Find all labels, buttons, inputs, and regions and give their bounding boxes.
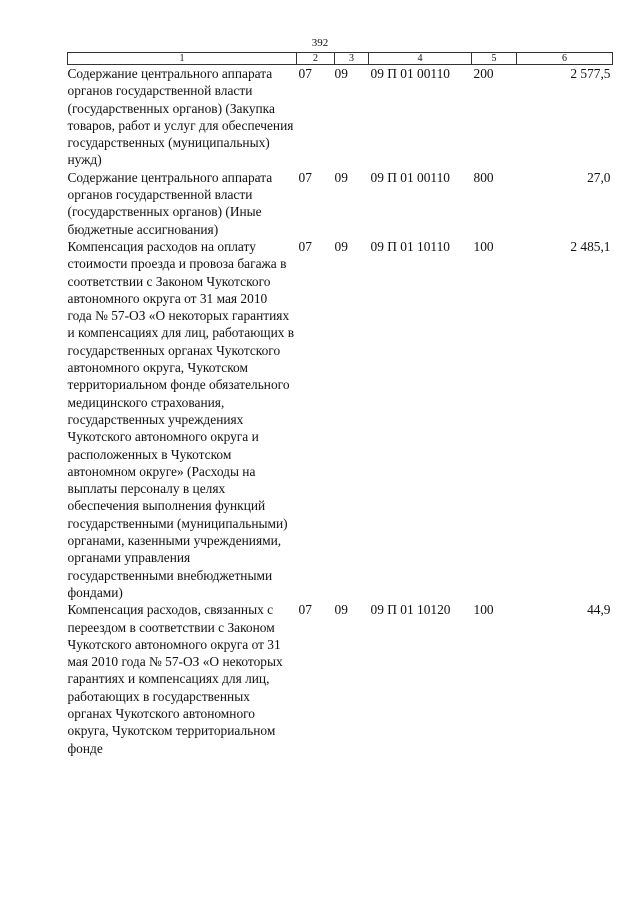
row-section-code: 07 — [298, 66, 312, 81]
row-description: Компенсация расходов, связанных с переездом в соответствии с Законом Чукотского автономного округа от 31 мая 2010 года № 57-ОЗ «О некоторых гарантиях и компенсациях для лиц, работающих в государственных органах Чукотского автономного округа, Чукотском территориальном фонде — [67, 602, 283, 756]
row-subsection-code: 09 — [334, 602, 348, 618]
header-cell-2: 2 — [297, 53, 335, 65]
header-cell-1: 1 — [68, 53, 297, 65]
row-target-code: 09 П 01 00110 — [370, 169, 450, 185]
table-header — [68, 53, 613, 65]
table-row — [68, 169, 613, 238]
row-target-code: 09 П 01 10120 — [370, 602, 451, 618]
row-amount: 2 577,5 — [570, 66, 611, 81]
row-target-code: 09 П 01 10110 — [370, 238, 450, 254]
row-description: Компенсация расходов на оплату стоимости проезда и провоза багажа в соответствии с Законом Чукотского автономного округа от 31 мая 2010 года № 57-ОЗ «О некоторых гарантиях и компенсациях для лиц, работающих в государственных органах Чукотского автономного округа, Чукотском территориальном фонде обязательного медицинского страхования, государственных учреждениях Чукотского автономного округа и расположенных в Чукотском автономном округе» (Расходы на выплаты персоналу в целях обеспечения выполнения функций государственными (муниципальными) органами, казенными учреждениями, органами управления государственными внебюджетными фондами) — [67, 238, 295, 600]
row-description: Содержание центрального аппарата органов государственной власти (государственных органов) (Закупка товаров, работ и услуг для обеспечения государственных (муниципальных) нужд) — [67, 66, 294, 168]
row-section-code: 07 — [298, 169, 312, 185]
budget-table — [67, 52, 613, 757]
row-expense-type: 100 — [473, 238, 494, 254]
header-cell-3: 3 — [335, 53, 369, 65]
header-cell-5: 5 — [472, 53, 517, 65]
header-cell-6: 6 — [517, 53, 613, 65]
table-row — [68, 65, 613, 169]
header-row — [68, 53, 613, 65]
row-expense-type: 200 — [473, 66, 494, 81]
row-expense-type: 100 — [473, 602, 494, 618]
row-amount: 2 485,1 — [570, 238, 611, 254]
header-cell-4: 4 — [369, 53, 472, 65]
row-subsection-code: 09 — [334, 238, 348, 254]
row-subsection-code: 09 — [334, 66, 348, 81]
row-target-code: 09 П 01 00110 — [370, 66, 450, 81]
row-subsection-code: 09 — [334, 169, 348, 185]
row-amount: 44,9 — [587, 602, 611, 618]
row-expense-type: 800 — [473, 169, 494, 185]
row-amount: 27,0 — [587, 169, 611, 185]
table-body — [68, 65, 613, 757]
row-description: Содержание центрального аппарата органов государственной власти (государственных органов) (Иные бюджетные ассигнования) — [67, 169, 273, 237]
row-section-code: 07 — [298, 602, 312, 618]
row-section-code: 07 — [298, 238, 312, 254]
table-row — [68, 601, 613, 757]
table-row — [68, 238, 613, 601]
page-number: 392 — [311, 37, 329, 49]
